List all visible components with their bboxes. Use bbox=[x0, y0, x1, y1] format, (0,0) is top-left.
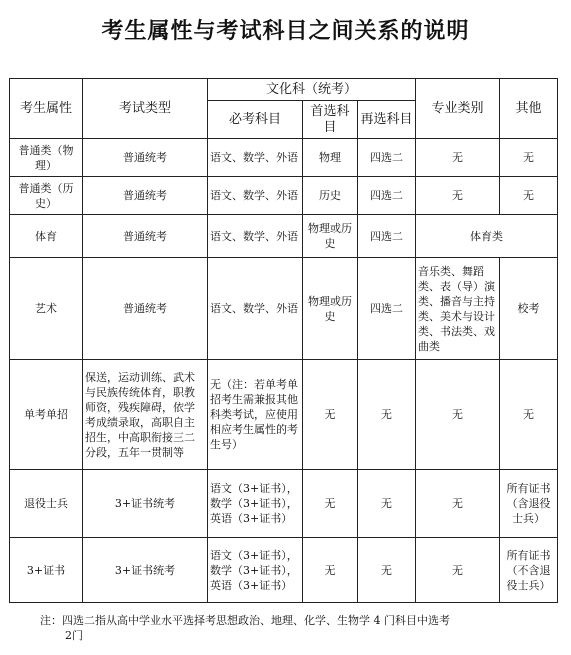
cell-second: 无 bbox=[358, 470, 416, 538]
cell-first: 物理 bbox=[303, 139, 358, 177]
header-required: 必考科目 bbox=[208, 101, 303, 139]
table-row bbox=[10, 538, 558, 603]
subject-relation-table bbox=[9, 78, 558, 603]
cell-first: 历史 bbox=[303, 177, 358, 215]
cell-required: 语文（3+证书），数学（3+证书），英语（3+证书） bbox=[208, 538, 303, 603]
cell-type: 普通统考 bbox=[83, 177, 208, 215]
cell-second: 四选二 bbox=[358, 139, 416, 177]
footnote-line-2: 2门 bbox=[65, 629, 83, 642]
cell-attr: 普通类（物理） bbox=[10, 139, 83, 177]
cell-major: 无 bbox=[416, 139, 500, 177]
cell-second: 无 bbox=[358, 538, 416, 603]
cell-other: 无 bbox=[500, 139, 558, 177]
cell-first: 无 bbox=[303, 538, 358, 603]
cell-first: 无 bbox=[303, 360, 358, 470]
cell-first: 无 bbox=[303, 470, 358, 538]
cell-second: 四选二 bbox=[358, 215, 416, 258]
cell-first: 物理或历史 bbox=[303, 215, 358, 258]
table-row bbox=[10, 177, 558, 215]
footnote-line-1: 注：四选二指从高中学业水平选择考思想政治、地理、化学、生物学 4 门科目中选考 bbox=[40, 614, 450, 627]
cell-major: 无 bbox=[416, 177, 500, 215]
cell-attr: 体育 bbox=[10, 215, 83, 258]
cell-major: 体育类 bbox=[416, 215, 558, 258]
header-other: 其他 bbox=[500, 79, 558, 139]
cell-attr: 3+证书 bbox=[10, 538, 83, 603]
cell-other: 所有证书（不含退役士兵） bbox=[500, 538, 558, 603]
cell-type: 普通统考 bbox=[83, 258, 208, 360]
cell-required: 语文、数学、外语 bbox=[208, 258, 303, 360]
cell-attr: 艺术 bbox=[10, 258, 83, 360]
header-attr: 考生属性 bbox=[10, 79, 83, 139]
header-type: 考试类型 bbox=[83, 79, 208, 139]
cell-required: 语文、数学、外语 bbox=[208, 139, 303, 177]
cell-other: 无 bbox=[500, 360, 558, 470]
cell-second: 四选二 bbox=[358, 177, 416, 215]
cell-major: 无 bbox=[416, 470, 500, 538]
header-first: 首选科目 bbox=[303, 101, 358, 139]
page-title: 考生属性与考试科目之间关系的说明 bbox=[101, 19, 470, 44]
footnote bbox=[40, 613, 540, 643]
table-row bbox=[10, 470, 558, 538]
table-row bbox=[10, 215, 558, 258]
cell-required: 无（注：若单考单招考生需兼报其他科类考试，应使用相应考生属性的考生号） bbox=[208, 360, 303, 470]
cell-attr: 普通类（历史） bbox=[10, 177, 83, 215]
table-row bbox=[10, 258, 558, 360]
cell-attr: 退役士兵 bbox=[10, 470, 83, 538]
cell-first: 物理或历史 bbox=[303, 258, 358, 360]
cell-other: 所有证书（含退役士兵） bbox=[500, 470, 558, 538]
cell-type: 普通统考 bbox=[83, 139, 208, 177]
cell-required: 语文、数学、外语 bbox=[208, 215, 303, 258]
cell-major: 无 bbox=[416, 538, 500, 603]
header-major: 专业类别 bbox=[416, 79, 500, 139]
cell-attr: 单考单招 bbox=[10, 360, 83, 470]
header-second: 再选科目 bbox=[358, 101, 416, 139]
header-culture: 文化科（统考） bbox=[208, 79, 416, 101]
cell-required: 语文（3+证书），数学（3+证书），英语（3+证书） bbox=[208, 470, 303, 538]
cell-type: 保送，运动训练、武术与民族传统体育，职教师资，残疾障碍，依学考成绩录取，高职自主招生，中高职衔接三二分段，五年一贯制等 bbox=[83, 360, 208, 470]
cell-major: 音乐类、舞蹈类、表（导）演类、播音与主持类、美术与设计类、书法类、戏曲类 bbox=[416, 258, 500, 360]
cell-other: 校考 bbox=[500, 258, 558, 360]
cell-second: 四选二 bbox=[358, 258, 416, 360]
cell-type: 3+证书统考 bbox=[83, 470, 208, 538]
cell-required: 语文、数学、外语 bbox=[208, 177, 303, 215]
cell-type: 3+证书统考 bbox=[83, 538, 208, 603]
cell-major: 无 bbox=[416, 360, 500, 470]
table-row bbox=[10, 360, 558, 470]
table-row bbox=[10, 139, 558, 177]
cell-type: 普通统考 bbox=[83, 215, 208, 258]
cell-second: 无 bbox=[358, 360, 416, 470]
cell-other: 无 bbox=[500, 177, 558, 215]
